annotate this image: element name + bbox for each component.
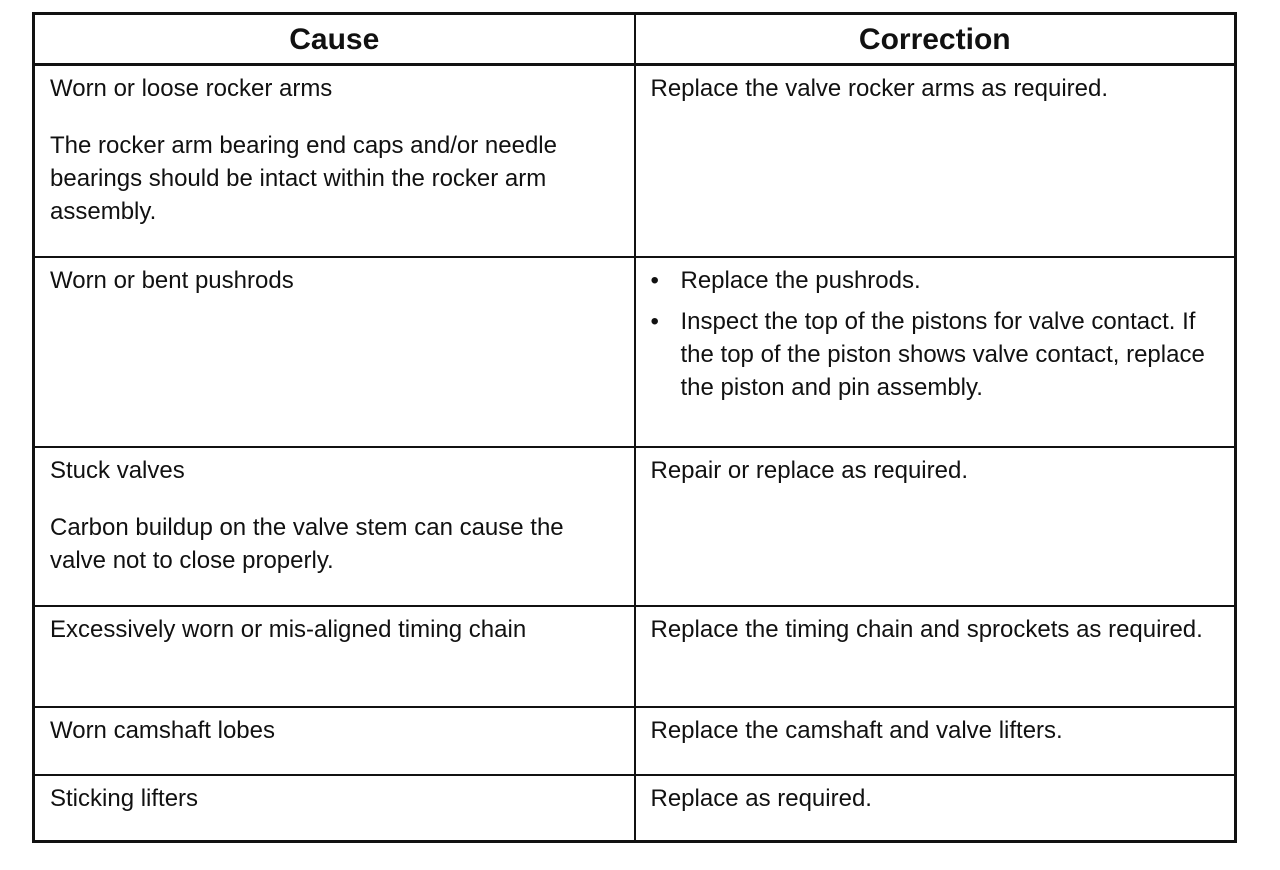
- correction-text: Replace the valve rocker arms as required.: [650, 75, 1109, 102]
- correction-bullet-list: [651, 264, 1219, 404]
- correction-text: Repair or replace as required.: [650, 457, 968, 484]
- table-row: [34, 257, 1236, 447]
- table-row: [34, 447, 1236, 606]
- table-row: [34, 606, 1236, 707]
- header-cause: Cause: [34, 14, 635, 65]
- correction-text: Replace the camshaft and valve lifters.: [650, 717, 1063, 744]
- table-row: [34, 707, 1236, 775]
- correction-cell: [635, 257, 1236, 447]
- cause-note: Carbon buildup on the valve stem can cause the valve not to close properly.: [50, 514, 564, 574]
- bullet-icon: •: [650, 308, 659, 335]
- cause-note: The rocker arm bearing end caps and/or needle bearings should be intact within the rocker arm assembly.: [50, 132, 557, 225]
- cause-cell: [34, 775, 635, 842]
- table-row: [34, 775, 1236, 842]
- correction-cell: [635, 65, 1236, 258]
- correction-cell: [635, 606, 1236, 707]
- correction-text: Replace as required.: [650, 785, 872, 812]
- cause-title: Worn or bent pushrods: [50, 267, 294, 294]
- table-header: [34, 14, 1236, 65]
- bullet-text: Inspect the top of the pistons for valve contact. If the top of the piston shows valve contact, replace the piston and pin assembly.: [680, 308, 1205, 401]
- header-row: [34, 14, 1236, 65]
- header-correction: Correction: [635, 14, 1236, 65]
- bullet-icon: •: [650, 267, 659, 294]
- cause-cell: [34, 257, 635, 447]
- cause-cell: [34, 707, 635, 775]
- cause-title: Worn camshaft lobes: [50, 717, 275, 744]
- cause-title: Worn or loose rocker arms: [50, 75, 333, 102]
- cause-cell: [34, 65, 635, 258]
- correction-cell: [635, 707, 1236, 775]
- cause-cell: [34, 606, 635, 707]
- correction-cell: [635, 447, 1236, 606]
- list-item: [651, 264, 1219, 297]
- cause-title: Sticking lifters: [50, 785, 199, 812]
- correction-cell: [635, 775, 1236, 842]
- cause-title: Stuck valves: [50, 457, 185, 484]
- correction-text: Replace the timing chain and sprockets as required.: [650, 616, 1203, 643]
- cause-title: Excessively worn or mis-aligned timing chain: [50, 616, 527, 643]
- table-row: [34, 65, 1236, 258]
- cause-correction-table: [32, 12, 1237, 843]
- table-body: [34, 65, 1236, 842]
- bullet-text: Replace the pushrods.: [680, 267, 921, 294]
- cause-cell: [34, 447, 635, 606]
- list-item: [651, 305, 1219, 404]
